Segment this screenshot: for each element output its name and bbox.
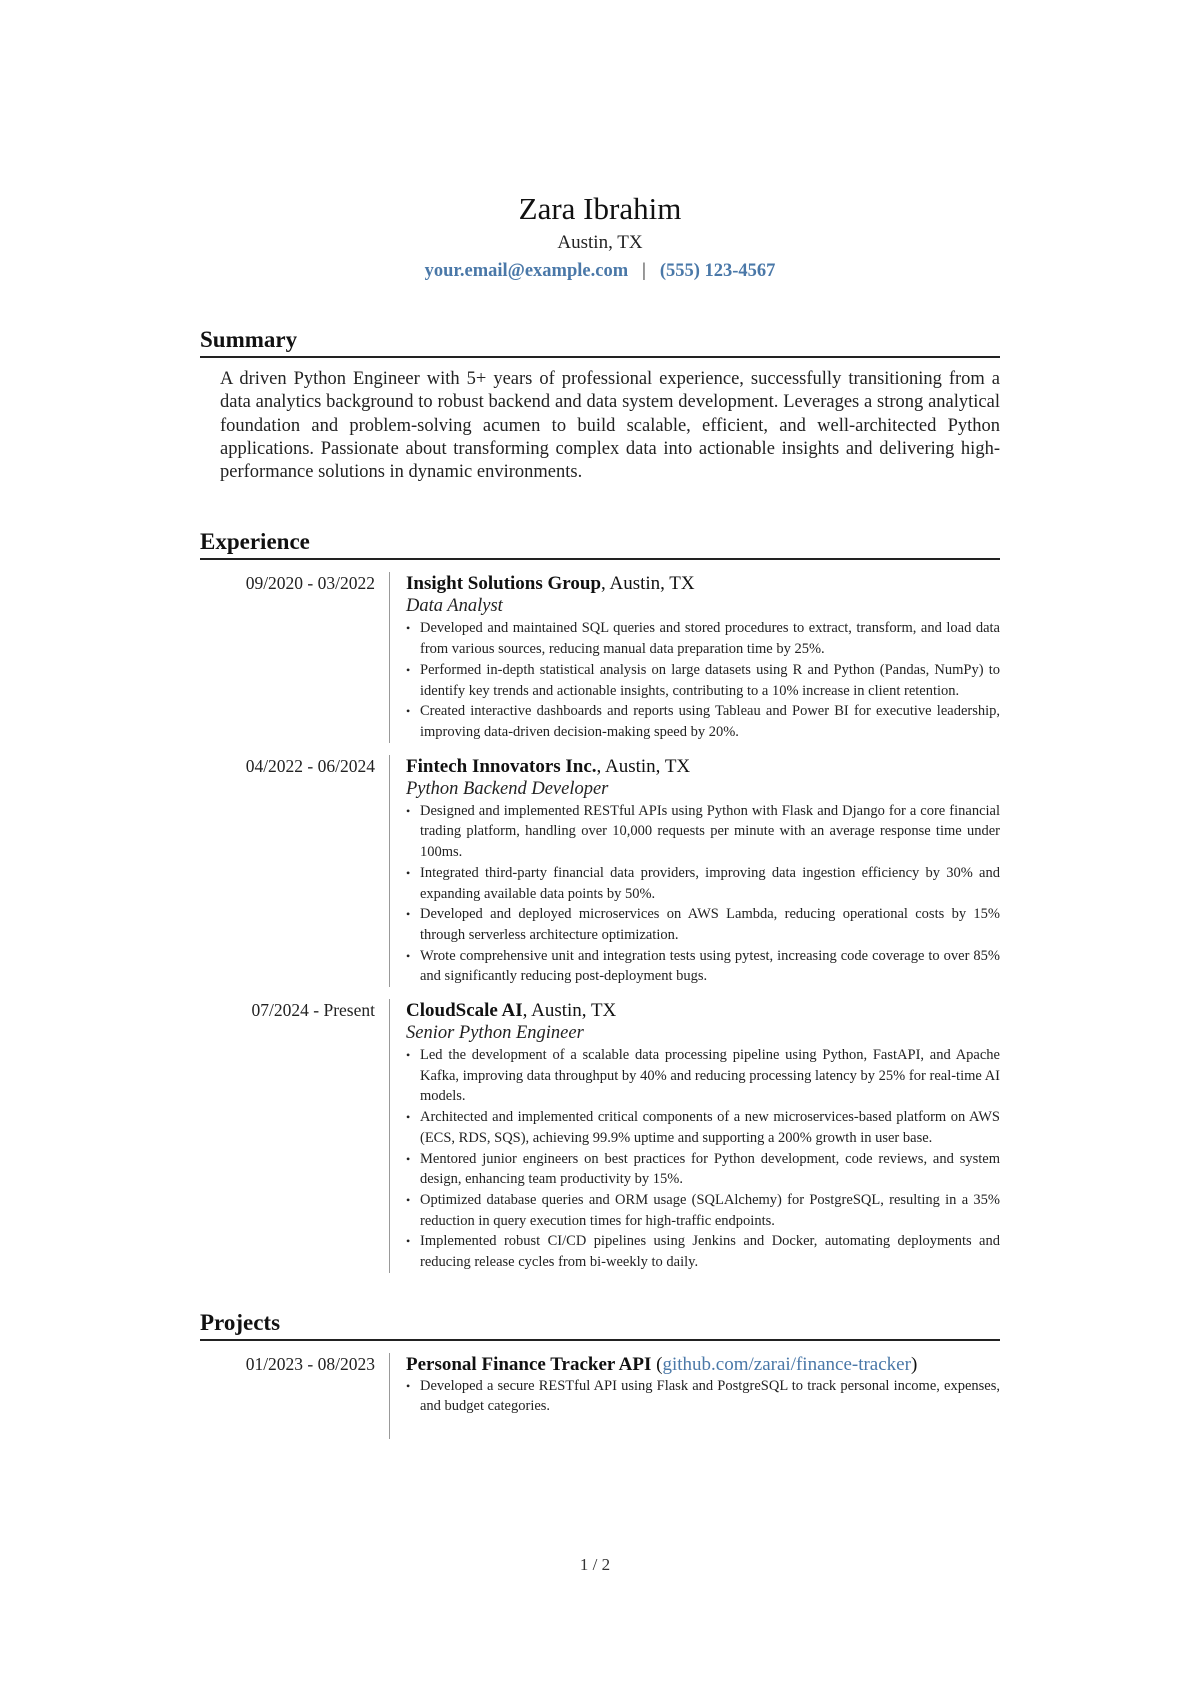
projects-section bbox=[200, 1309, 1000, 1439]
entry-date: 04/2022 - 06/2024 bbox=[200, 755, 390, 987]
experience-entry bbox=[200, 572, 1000, 742]
project-name: Personal Finance Tracker API bbox=[406, 1353, 652, 1375]
bullet-item: • Integrated third-party financial data providers, improving data ingestion efficiency by 30% and expanding available data points by 50%. bbox=[406, 863, 1000, 904]
summary-text: A driven Python Engineer with 5+ years of professional experience, successfully transitioning from a data analytics background to robust backend and data system development. Leverages a strong analytical foundation and problem-solving acumen to build scalable, efficient, and well-architected Python applications. Passionate about transforming complex data into actionable insights and delivering high-performance solutions in dynamic environments. bbox=[220, 369, 1000, 483]
entry-spacer bbox=[406, 1417, 1000, 1439]
candidate-location: Austin, TX bbox=[557, 232, 643, 253]
entry-heading bbox=[406, 572, 1000, 595]
entry-heading bbox=[406, 999, 1000, 1022]
entry-body bbox=[390, 1353, 1000, 1439]
bullet-item: • Wrote comprehensive unit and integration tests using pytest, increasing code coverage to over 85% and significantly reducing post-deployment bugs. bbox=[406, 946, 1000, 987]
entry-heading bbox=[406, 1353, 1000, 1376]
company-location: , Austin, TX bbox=[601, 573, 695, 595]
job-title: Data Analyst bbox=[406, 596, 503, 617]
contact-separator: | bbox=[642, 261, 646, 281]
bullet-list bbox=[406, 801, 1000, 987]
company-location: , Austin, TX bbox=[596, 755, 691, 777]
entry-date: 09/2020 - 03/2022 bbox=[200, 572, 390, 742]
phone-link[interactable]: (555) 123-4567 bbox=[659, 261, 776, 281]
bullet-list bbox=[406, 1376, 1000, 1417]
bullet-list bbox=[406, 1045, 1000, 1273]
job-title: Senior Python Engineer bbox=[406, 1023, 584, 1044]
summary-section bbox=[200, 326, 1000, 484]
contact-line bbox=[200, 258, 1000, 284]
job-title: Python Backend Developer bbox=[406, 778, 609, 799]
experience-section bbox=[200, 528, 1000, 1272]
email-link[interactable]: your.email@example.com bbox=[424, 261, 629, 281]
bullet-item: • Implemented robust CI/CD pipelines using Jenkins and Docker, automating deployments and reducing release cycles from bi-weekly to daily. bbox=[406, 1231, 1000, 1272]
resume-page bbox=[200, 190, 1000, 1439]
bullet-item: • Architected and implemented critical components of a new microservices-based platform on AWS (ECS, RDS, SQS), achieving 99.9% uptime and supporting a 200% growth in user base. bbox=[406, 1107, 1000, 1148]
bullet-item: • Created interactive dashboards and reports using Tableau and Power BI for executive leadership, improving data-driven decision-making speed by 20%. bbox=[406, 701, 1000, 742]
entry-date: 07/2024 - Present bbox=[200, 999, 390, 1273]
summary-title: Summary bbox=[200, 326, 1000, 358]
close-paren: ) bbox=[910, 1353, 918, 1375]
page-number: 1 / 2 bbox=[579, 1555, 611, 1574]
bullet-item: • Optimized database queries and ORM usage (SQLAlchemy) for PostgreSQL, resulting in a 35% reduction in query execution times for high-traffic endpoints. bbox=[406, 1190, 1000, 1231]
company-name: Insight Solutions Group bbox=[406, 573, 602, 595]
bullet-item: • Led the development of a scalable data processing pipeline using Python, FastAPI, and Apache Kafka, improving data throughput by 40% and reducing processing latency by 25% for real-time AI models. bbox=[406, 1045, 1000, 1107]
entry-date: 01/2023 - 08/2023 bbox=[200, 1353, 390, 1439]
bullet-item: • Developed and maintained SQL queries and stored procedures to extract, transform, and load data from various sources, reducing manual data preparation time by 25%. bbox=[406, 618, 1000, 659]
projects-title: Projects bbox=[200, 1309, 1000, 1341]
company-name: Fintech Innovators Inc. bbox=[406, 755, 597, 777]
bullet-item: • Developed and deployed microservices on AWS Lambda, reducing operational costs by 15% through serverless architecture optimization. bbox=[406, 904, 1000, 945]
experience-entry bbox=[200, 999, 1000, 1273]
company-name: CloudScale AI bbox=[406, 1000, 523, 1022]
bullet-item: • Designed and implemented RESTful APIs using Python with Flask and Django for a core financial trading platform, handling over 10,000 requests per minute with an average response time under 100ms. bbox=[406, 801, 1000, 863]
bullet-item: • Developed a secure RESTful API using Flask and PostgreSQL to track personal income, expenses, and budget categories. bbox=[406, 1376, 1000, 1417]
entry-body bbox=[390, 572, 1000, 742]
company-location: , Austin, TX bbox=[522, 1000, 617, 1022]
entry-heading bbox=[406, 755, 1000, 778]
entry-body bbox=[390, 999, 1000, 1273]
experience-entry bbox=[200, 755, 1000, 987]
candidate-name: Zara Ibrahim bbox=[518, 191, 682, 226]
bullet-item: • Mentored junior engineers on best practices for Python development, code reviews, and system design, enhancing team productivity by 15%. bbox=[406, 1149, 1000, 1190]
resume-header bbox=[200, 190, 1000, 284]
experience-title: Experience bbox=[200, 528, 1000, 560]
project-entry bbox=[200, 1353, 1000, 1439]
bullet-item: • Performed in-depth statistical analysis on large datasets using R and Python (Pandas, NumPy) to identify key trends and actionable insights, contributing to a 10% increase in client retention. bbox=[406, 660, 1000, 701]
entry-body bbox=[390, 755, 1000, 987]
bullet-list bbox=[406, 618, 1000, 742]
open-paren: ( bbox=[651, 1353, 663, 1375]
project-link[interactable]: github.com/zarai/finance-tracker bbox=[662, 1353, 911, 1375]
